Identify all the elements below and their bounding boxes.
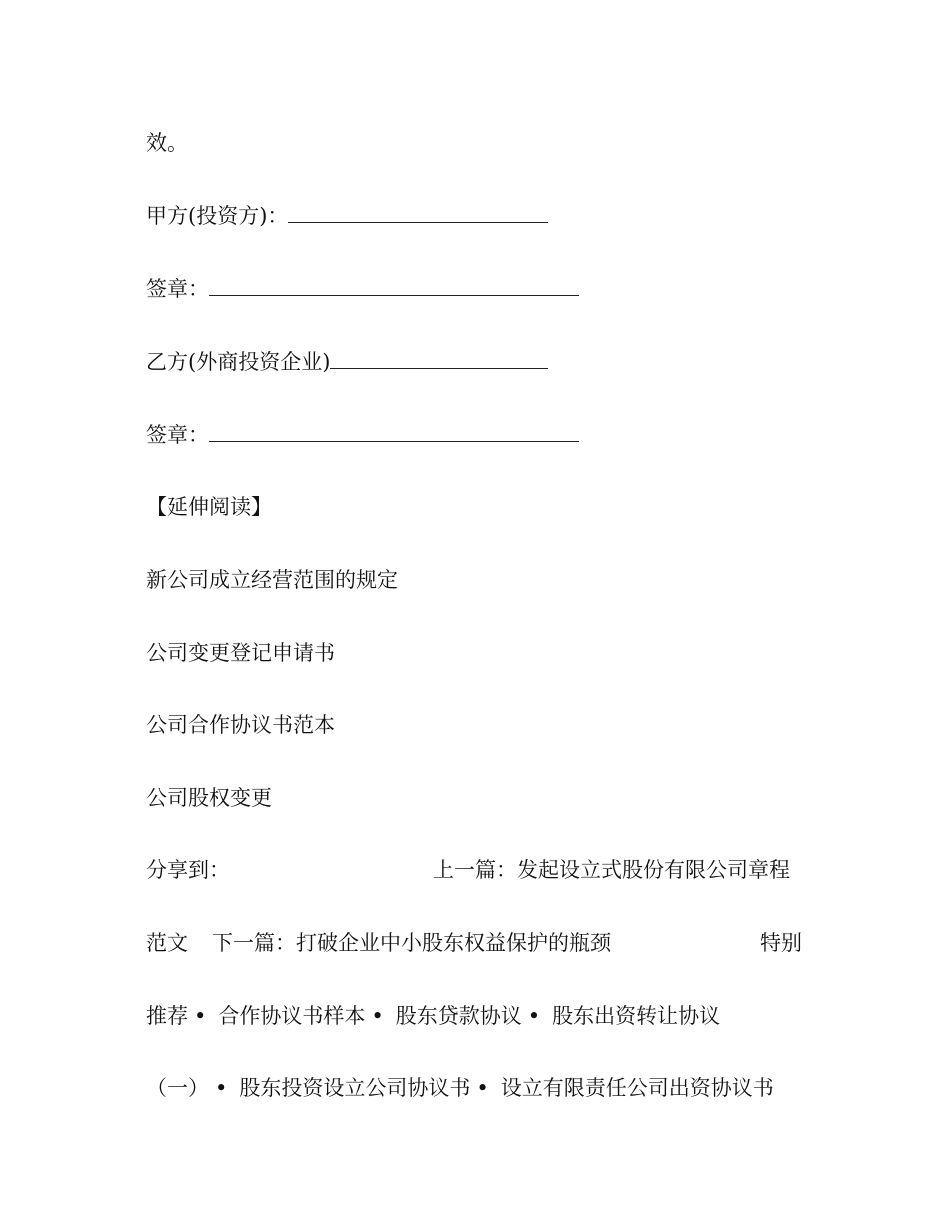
closing-text — [146, 128, 802, 158]
sign-a-blank — [209, 275, 579, 296]
party-b-row — [146, 347, 802, 377]
related-link-row — [146, 710, 802, 740]
related-link-business-scope[interactable]: 新公司成立经营范围的规定 — [146, 568, 398, 592]
bullet: • — [476, 1076, 489, 1100]
next-row — [146, 928, 802, 958]
sign-a-row — [146, 274, 802, 304]
prev-article-link[interactable]: 发起设立式股份有限公司章程 — [517, 858, 790, 882]
recommend-link-capital-transfer[interactable]: 股东出资转让协议 — [552, 1004, 721, 1028]
party-a-row — [146, 201, 802, 231]
ending-text: 效。 — [146, 131, 188, 155]
share-label: 分享到： — [146, 858, 230, 882]
bullet: • — [527, 1004, 541, 1028]
share-prev-row — [146, 855, 802, 885]
sign-b-label: 签章： — [146, 423, 209, 447]
related-link-row — [146, 638, 802, 668]
prev-article-link-continued[interactable]: 范文 — [146, 931, 188, 955]
sign-b-blank — [209, 421, 579, 442]
prev-article — [433, 855, 790, 885]
related-link-equity-change[interactable]: 公司股权变更 — [146, 786, 272, 810]
recommend-link-shareholder-loan[interactable]: 股东贷款协议 — [395, 1004, 522, 1028]
recommend-label-start: 特别 — [760, 931, 802, 955]
next-article — [212, 928, 611, 958]
related-link-change-registration[interactable]: 公司变更登记申请书 — [146, 641, 335, 665]
recommend-link-cooperation-sample[interactable]: 合作协议书样本 — [218, 1004, 366, 1028]
sign-a-label: 签章： — [146, 277, 209, 301]
bullet: • — [371, 1004, 384, 1028]
party-b-signature-blank — [330, 348, 548, 369]
prev-label: 上一篇： — [433, 858, 517, 882]
party-a-label: 甲方(投资方)： — [146, 204, 289, 228]
recommend-row-2 — [146, 1073, 802, 1103]
party-a-signature-blank — [288, 202, 548, 223]
recommend-label-end: 推荐 — [146, 1004, 188, 1028]
bullet: • — [194, 1004, 207, 1028]
extended-reading-heading: 【延伸阅读】 — [146, 495, 272, 519]
related-link-row — [146, 565, 802, 595]
bullet: • — [215, 1076, 228, 1100]
related-link-cooperation-agreement[interactable]: 公司合作协议书范本 — [146, 713, 335, 737]
related-link-row — [146, 783, 802, 813]
next-article-link[interactable]: 打破企业中小股东权益保护的瓶颈 — [296, 931, 611, 955]
sign-b-row — [146, 420, 802, 450]
recommend-link-llc-capital-agreement[interactable]: 设立有限责任公司出资协议书 — [500, 1076, 774, 1100]
party-b-label: 乙方(外商投资企业) — [146, 350, 331, 374]
next-label: 下一篇： — [212, 931, 296, 955]
recommend-link-investment-agreement[interactable]: 股东投资设立公司协议书 — [239, 1076, 471, 1100]
recommend-row-1 — [146, 1001, 802, 1031]
recommend-link-capital-transfer-continued[interactable]: （一） — [146, 1076, 209, 1100]
